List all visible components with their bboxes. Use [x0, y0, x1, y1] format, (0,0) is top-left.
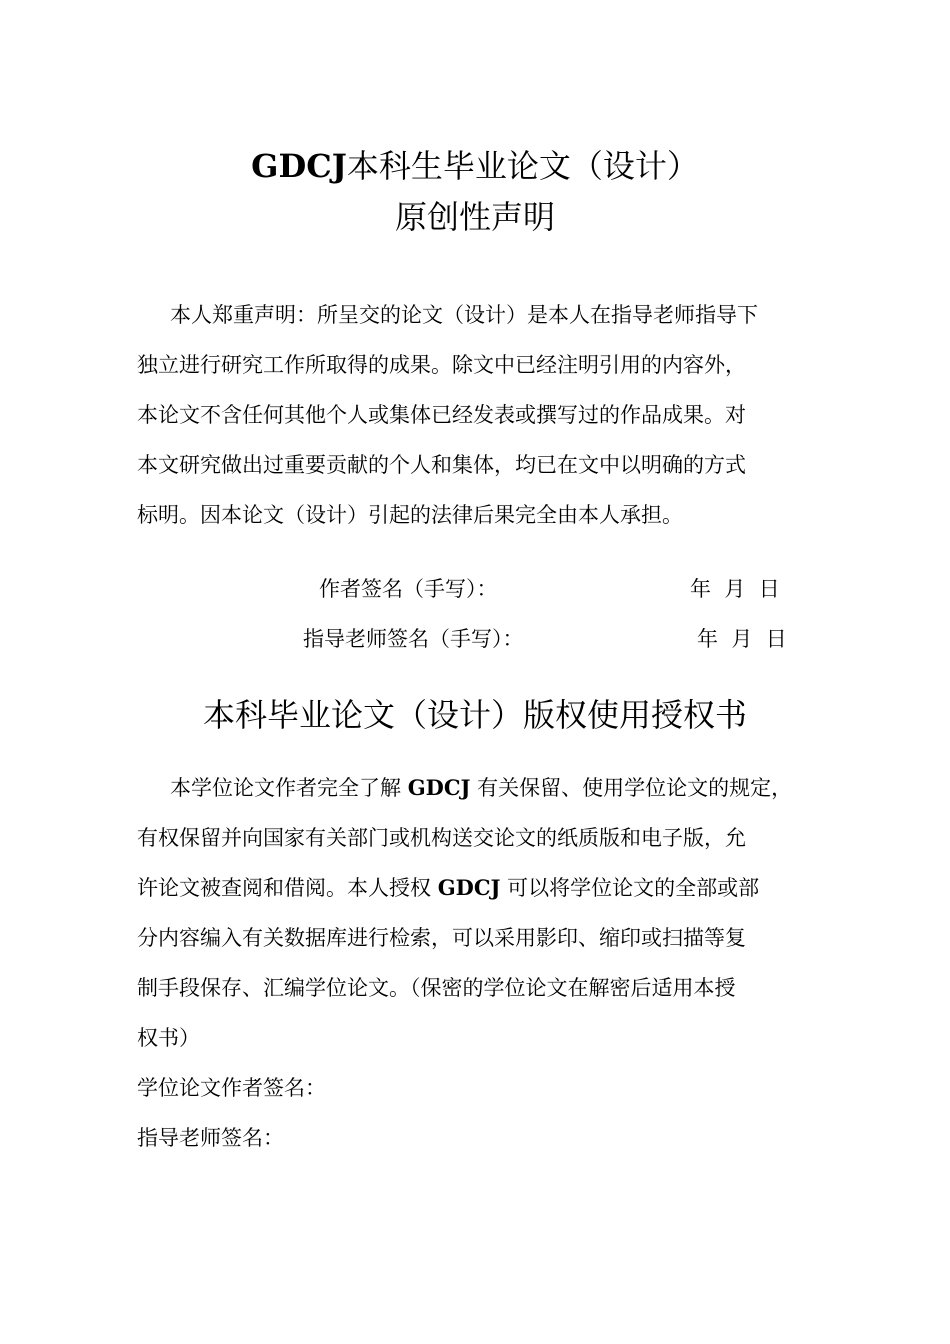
- authorization-line1-a: 本学位论文作者完全了解: [170, 776, 408, 800]
- authorization-line: [137, 863, 897, 913]
- advisor-signature-date: 年 月 日: [697, 627, 787, 651]
- authorization-line3-a: 许论文被查阅和借阅。本人授权: [137, 876, 438, 900]
- declaration-line: 本论文不含任何其他个人或集体已经发表或撰写过的作品成果。对: [137, 403, 746, 427]
- authorization-line: 制手段保存、汇编学位论文。（保密的学位论文在解密后适用本授: [137, 976, 736, 1000]
- declaration-line: 本人郑重声明：所呈交的论文（设计）是本人在指导老师指导下: [170, 303, 758, 327]
- thesis-author-signature-label: 学位论文作者签名：: [137, 1076, 326, 1100]
- author-signature-label: 作者签名（手写）：: [319, 577, 498, 601]
- declaration-line: 本文研究做出过重要贡献的个人和集体，均已在文中以明确的方式: [137, 453, 746, 477]
- authorization-body: [137, 763, 897, 1163]
- author-signature-date: 年 月 日: [690, 577, 780, 601]
- authorization-line1-org: GDCJ: [407, 775, 471, 800]
- authorization-line: 分内容编入有关数据库进行检索，可以采用影印、缩印或扫描等复: [137, 926, 746, 950]
- thesis-advisor-signature-label: 指导老师签名：: [137, 1126, 284, 1150]
- declaration-title-cjk: 本科生毕业论文（设计）: [346, 147, 699, 185]
- declaration-title-line2: 原创性声明: [394, 198, 555, 236]
- authorization-line3-c: 可以将学位论文的全部或部: [500, 876, 760, 900]
- declaration-line: 标明。因本论文（设计）引起的法律后果完全由本人承担。: [137, 503, 683, 527]
- declaration-body: [137, 290, 877, 540]
- advisor-signature-label: 指导老师签名（手写）：: [303, 627, 524, 651]
- authorization-line1-c: 有关保留、使用学位论文的规定，: [470, 776, 793, 800]
- authorization-line3-org: GDCJ: [437, 875, 501, 900]
- authorization-title: 本科毕业论文（设计）版权使用授权书: [202, 696, 747, 734]
- authorization-line: 权书）: [137, 1026, 200, 1050]
- authorization-line: 有权保留并向国家有关部门或机构送交论文的纸质版和电子版，允: [137, 826, 746, 850]
- declaration-title-line1: [0, 146, 950, 186]
- authorization-line: [137, 763, 897, 813]
- declaration-title-latin: GDCJ: [251, 147, 347, 185]
- declaration-line: 独立进行研究工作所取得的成果。除文中已经注明引用的内容外，: [137, 353, 746, 377]
